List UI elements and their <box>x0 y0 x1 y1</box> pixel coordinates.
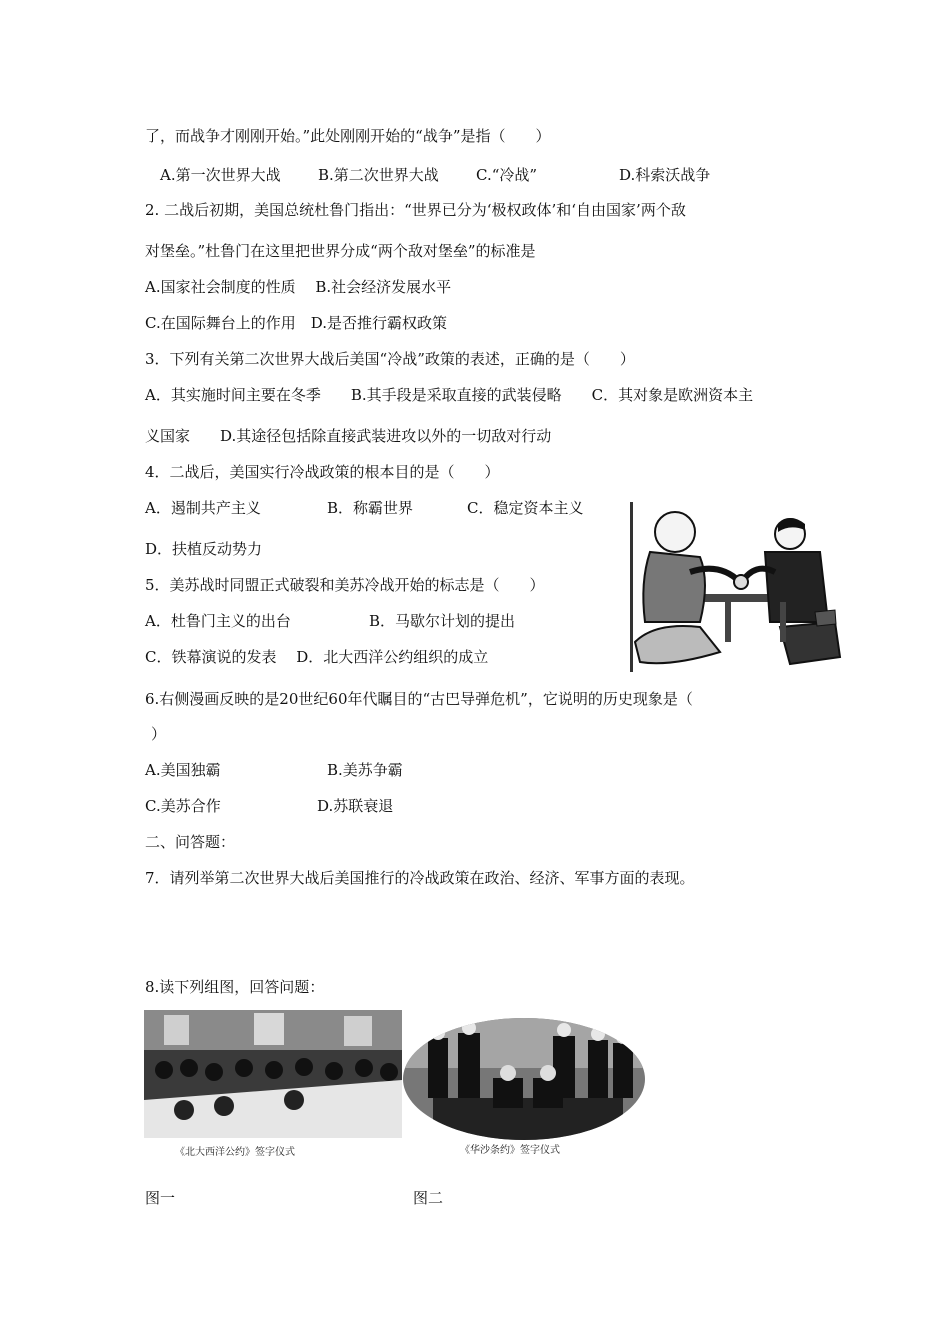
q2-options-ab: A.国家社会制度的性质 B.社会经济发展水平 <box>145 278 452 296</box>
caption-warsaw: 《华沙条约》签字仪式 <box>460 1145 560 1156</box>
section-heading: 二、问答题： <box>145 833 236 851</box>
caption-nato: 《北大西洋公约》签字仪式 <box>175 1147 295 1158</box>
q8-stem: 8.读下列组图，回答问题： <box>145 978 325 996</box>
cuban-missile-crisis-cartoon <box>630 502 842 672</box>
q6-line2: ） <box>151 725 167 743</box>
q4-option-a: A．遏制共产主义 <box>145 499 261 517</box>
q6-option-a: A.美国独霸 <box>145 761 221 779</box>
figure-label-2: 图二 <box>413 1189 444 1207</box>
q4-option-b: B．称霸世界 <box>327 499 414 517</box>
q6-option-d: D.苏联衰退 <box>317 797 394 815</box>
q6-line1: 6.右侧漫画反映的是20世纪60年代瞩目的“古巴导弹危机”，它说明的历史现象是（ <box>145 690 693 708</box>
warsaw-pact-signing-photo <box>403 1018 645 1140</box>
q5-option-a: A．杜鲁门主义的出台 <box>145 612 291 630</box>
q3-option-d: 义国家 D.其途径包括除直接武装进攻以外的一切敌对行动 <box>145 427 552 445</box>
q6-option-c: C.美苏合作 <box>145 797 221 815</box>
q1-option-a: A.第一次世界大战 <box>160 166 281 184</box>
q1-continuation: 了，而战争才刚刚开始。”此处刚刚开始的“战争”是指（ ） <box>145 127 551 145</box>
q5-stem: 5．美苏战时同盟正式破裂和美苏冷战开始的标志是（ ） <box>145 576 545 594</box>
q5-options-cd: C．铁幕演说的发表 D．北大西洋公约组织的成立 <box>145 648 489 666</box>
q3-options-abc: A．其实施时间主要在冬季 B.其手段是采取直接的武装侵略 C．其对象是欧洲资本主 <box>145 386 754 404</box>
q5-option-b: B．马歇尔计划的提出 <box>369 612 516 630</box>
q1-option-b: B.第二次世界大战 <box>318 166 439 184</box>
q2-line2: 对堡垒。”杜鲁门在这里把世界分成“两个敌对堡垒”的标准是 <box>145 242 536 260</box>
q2-line1: 2. 二战后初期，美国总统杜鲁门指出：“世界已分为‘极权政体’和‘自由国家’两个敌 <box>145 201 686 219</box>
q4-option-c: C．稳定资本主义 <box>467 499 584 517</box>
q4-stem: 4．二战后，美国实行冷战政策的根本目的是（ ） <box>145 463 500 481</box>
q1-option-d: D.科索沃战争 <box>619 166 711 184</box>
q7-stem: 7．请列举第二次世界大战后美国推行的冷战政策在政治、经济、军事方面的表现。 <box>145 869 695 887</box>
figure-label-1: 图一 <box>145 1189 176 1207</box>
q6-option-b: B.美苏争霸 <box>327 761 403 779</box>
q4-option-d: D．扶植反动势力 <box>145 540 263 558</box>
nato-signing-photo <box>144 1010 402 1138</box>
q3-stem: 3．下列有关第二次世界大战后美国“冷战”政策的表述，正确的是（ ） <box>145 350 635 368</box>
q1-option-c: C.“冷战” <box>476 166 538 184</box>
q2-options-cd: C.在国际舞台上的作用 D.是否推行霸权政策 <box>145 314 447 332</box>
